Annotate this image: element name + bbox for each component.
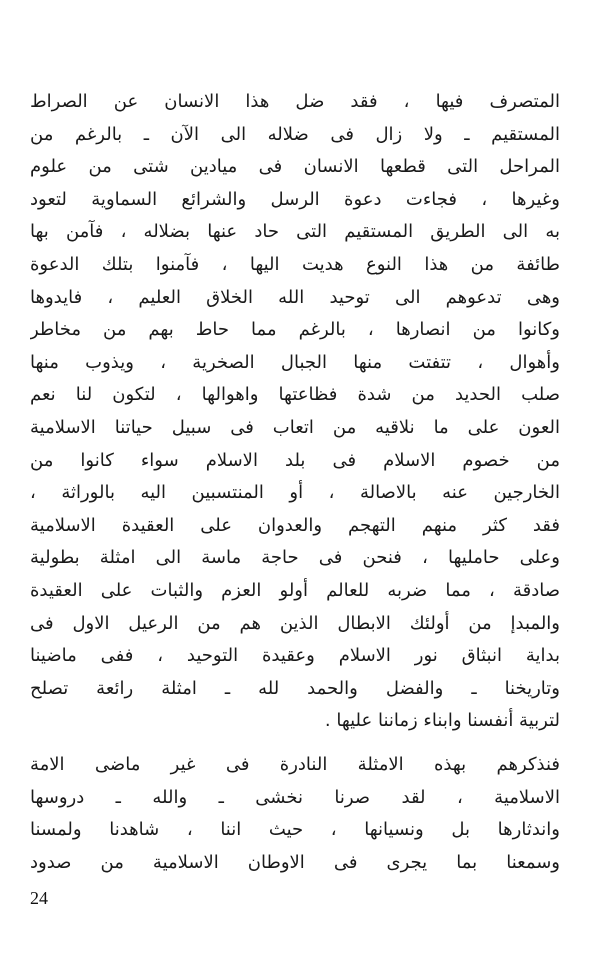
paragraph-2 — [30, 749, 560, 879]
text-line: المتصرف فيها ، فقد ضل هذا الانسان عن الصراط — [30, 91, 560, 112]
text-line: طائفة من هذا النوع هديت اليها ، فآمنوا بتلك الدعوة — [30, 253, 560, 275]
text-line: المراحل التى قطعها الانسان فى ميادين شتى من علوم — [30, 156, 560, 178]
text-line: الاسلامية ، لقد صرنا نخشى ـ والله ـ دروسها — [30, 786, 560, 808]
text-line: صلب الحديد من شدة فظاعتها واهوالها ، لتكون لنا نعم — [30, 384, 560, 406]
text-line: الخارجين عنه بالاصالة ، أو المنتسبين اليه بالوراثة ، — [30, 482, 560, 504]
text-line: وغيرها ، فجاءت دعوة الرسل والشرائع السماوية لتعود — [30, 188, 560, 210]
text-line: فنذكرهم بهذه الامثلة النادرة فى غير ماضى الامة — [30, 754, 560, 775]
text-line: صادقة ، مما ضربه للعالم أولو العزم والثبات على العقيدة — [30, 579, 560, 601]
text-line: المستقيم ـ ولا زال فى ضلاله الى الآن ـ بالرغم من — [30, 123, 560, 145]
text-line: من خصوم الاسلام فى بلد الاسلام سواء كانوا من — [30, 449, 560, 471]
text-line: وكانوا من انصارها ، بالرغم مما حاط بهم من مخاطر — [30, 319, 560, 341]
text-line: العون على ما نلاقيه من اتعاب فى سبيل حياتنا الاسلامية — [30, 416, 560, 438]
text-line: به الى الطريق المستقيم التى حاد عنها بضلاله ، فآمن بها — [30, 221, 560, 243]
text-line: وهى تدعوهم الى توحيد الله الخلاق العليم ، فايدوها — [30, 286, 560, 308]
text-line: فقد كثر منهم التهجم والعدوان على العقيدة الاسلامية — [30, 514, 560, 536]
text-line: واندثارها بل ونسيانها ، حيث اننا ، شاهدنا ولمسنا — [30, 819, 560, 841]
text-line: وأهوال ، تتفتت منها الجبال الصخرية ، ويذوب منها — [30, 351, 560, 373]
text-line: وعلى حامليها ، فنحن فى حاجة ماسة الى امثلة بطولية — [30, 547, 560, 569]
text-line: بداية انبثاق نور الاسلام وعقيدة التوحيد ، ففى ماضينا — [30, 645, 560, 667]
page-number: 24 — [30, 888, 48, 908]
text-line: وسمعنا بما يجرى فى الاوطان الاسلامية من صدود — [30, 851, 560, 873]
text-line: والمبدإ من أولئك الابطال الذين هم من الرعيل الاول فى — [30, 612, 560, 634]
text-line: وتاريخنا ـ والفضل والحمد لله ـ امثلة رائعة تصلح — [30, 677, 560, 699]
text-line: لتربية أنفسنا وابناء زماننا عليها . — [324, 710, 560, 732]
paragraph-1 — [30, 86, 560, 738]
